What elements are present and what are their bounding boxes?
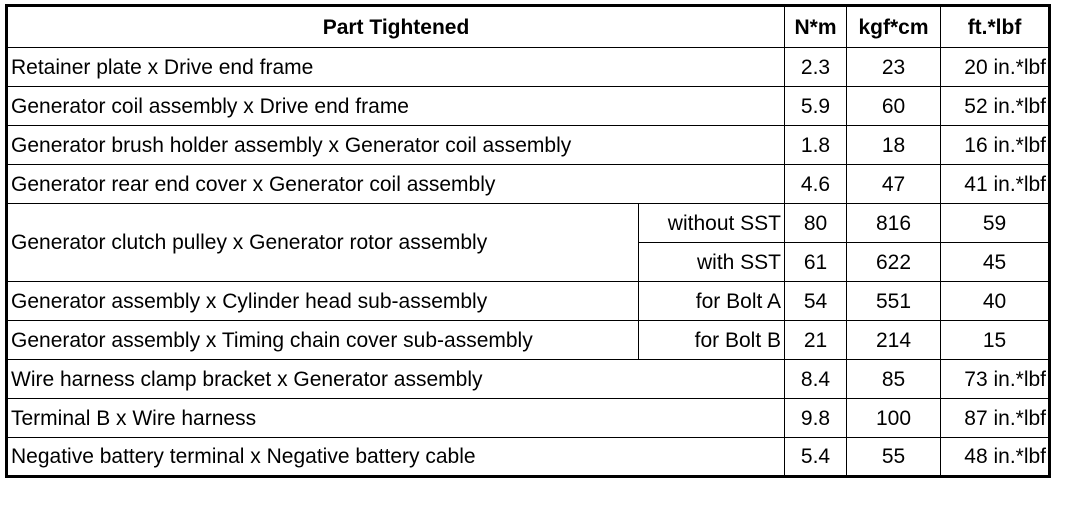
ftlbf-cell: 52 in.*lbf [941, 87, 1050, 126]
kgfcm-cell: 85 [847, 360, 941, 399]
part-cell: Generator coil assembly x Drive end frame [7, 87, 785, 126]
ftlbf-cell: 15 [941, 321, 1050, 360]
part-cell: Generator brush holder assembly x Generator coil assembly [7, 126, 785, 165]
nm-cell: 1.8 [785, 126, 847, 165]
table-row [7, 126, 1050, 165]
kgfcm-cell: 622 [847, 243, 941, 282]
part-cell: Retainer plate x Drive end frame [7, 48, 785, 87]
table-row [7, 204, 1050, 243]
part-cell: Generator rear end cover x Generator coil assembly [7, 165, 785, 204]
header-kgfcm: kgf*cm [847, 6, 941, 48]
table-row [7, 165, 1050, 204]
nm-cell: 54 [785, 282, 847, 321]
header-part-tightened: Part Tightened [7, 6, 785, 48]
nm-cell: 61 [785, 243, 847, 282]
condition-cell: without SST [639, 204, 785, 243]
ftlbf-cell: 41 in.*lbf [941, 165, 1050, 204]
kgfcm-cell: 816 [847, 204, 941, 243]
kgfcm-cell: 214 [847, 321, 941, 360]
part-cell: Generator clutch pulley x Generator rotor assembly [7, 204, 639, 282]
table-header-row [7, 6, 1050, 48]
ftlbf-cell: 59 [941, 204, 1050, 243]
header-nm: N*m [785, 6, 847, 48]
ftlbf-cell: 73 in.*lbf [941, 360, 1050, 399]
ftlbf-cell: 45 [941, 243, 1050, 282]
table-row [7, 87, 1050, 126]
part-cell: Wire harness clamp bracket x Generator assembly [7, 360, 785, 399]
nm-cell: 4.6 [785, 165, 847, 204]
kgfcm-cell: 551 [847, 282, 941, 321]
header-ftlbf: ft.*lbf [941, 6, 1050, 48]
part-cell: Negative battery terminal x Negative battery cable [7, 438, 785, 477]
nm-cell: 80 [785, 204, 847, 243]
condition-cell: with SST [639, 243, 785, 282]
nm-cell: 21 [785, 321, 847, 360]
condition-cell: for Bolt A [639, 282, 785, 321]
nm-cell: 5.4 [785, 438, 847, 477]
ftlbf-cell: 20 in.*lbf [941, 48, 1050, 87]
table-row [7, 438, 1050, 477]
kgfcm-cell: 18 [847, 126, 941, 165]
ftlbf-cell: 87 in.*lbf [941, 399, 1050, 438]
torque-spec-table [5, 4, 1051, 478]
nm-cell: 2.3 [785, 48, 847, 87]
kgfcm-cell: 47 [847, 165, 941, 204]
kgfcm-cell: 100 [847, 399, 941, 438]
ftlbf-cell: 40 [941, 282, 1050, 321]
kgfcm-cell: 55 [847, 438, 941, 477]
nm-cell: 5.9 [785, 87, 847, 126]
table-row [7, 360, 1050, 399]
table-row [7, 321, 1050, 360]
ftlbf-cell: 16 in.*lbf [941, 126, 1050, 165]
nm-cell: 9.8 [785, 399, 847, 438]
ftlbf-cell: 48 in.*lbf [941, 438, 1050, 477]
part-cell: Terminal B x Wire harness [7, 399, 785, 438]
condition-cell: for Bolt B [639, 321, 785, 360]
part-cell: Generator assembly x Cylinder head sub-assembly [7, 282, 639, 321]
kgfcm-cell: 23 [847, 48, 941, 87]
kgfcm-cell: 60 [847, 87, 941, 126]
table-row [7, 48, 1050, 87]
nm-cell: 8.4 [785, 360, 847, 399]
table-row [7, 282, 1050, 321]
part-cell: Generator assembly x Timing chain cover sub-assembly [7, 321, 639, 360]
table-row [7, 399, 1050, 438]
